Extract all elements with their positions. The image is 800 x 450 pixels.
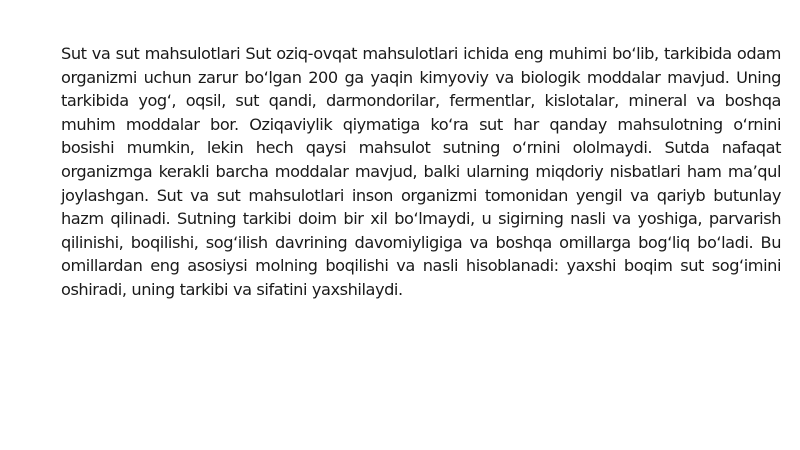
body-paragraph: Sut va sut mahsulotlari Sut oziq-ovqat mahsulotlari ichida eng muhimi bo‘lib, tarkibida odam organizmi uchun zarur bo‘lgan 200 ga yaqin kimyoviy va biologik moddalar mavjud. Uning tarkibida yog‘, oqsil, sut qandi, darmondorilar, fermentlar, kislotalar, mineral va boshqa muhim moddalar bor. Oziqaviylik qiymatiga ko‘ra sut har qanday mahsulotning o‘rnini bosishi mumkin, lekin hech qaysi mahsulot sutning o‘rnini ololmaydi. Sutda nafaqat organizmga kerakli barcha moddalar mavjud, balki ularning miqdoriy nisbatlari ham ma’qul joylashgan. Sut va sut mahsulotlari inson organizmi tomonidan yengil va qariyb butunlay hazm qilinadi. Sutning tarkibi doim bir xil bo‘lmaydi, u sigirning nasli va yoshiga, parvarish qilinishi, boqilishi, sog‘ilish davrining davomiyligiga va boshqa omillarga bog‘liq bo‘ladi. Bu omillardan eng asosiysi molning boqilishi va nasli hisoblanadi: yaxshi boqim sut sog‘imini oshiradi, uning tarkibi va sifatini yaxshilaydi. (61, 44, 781, 299)
